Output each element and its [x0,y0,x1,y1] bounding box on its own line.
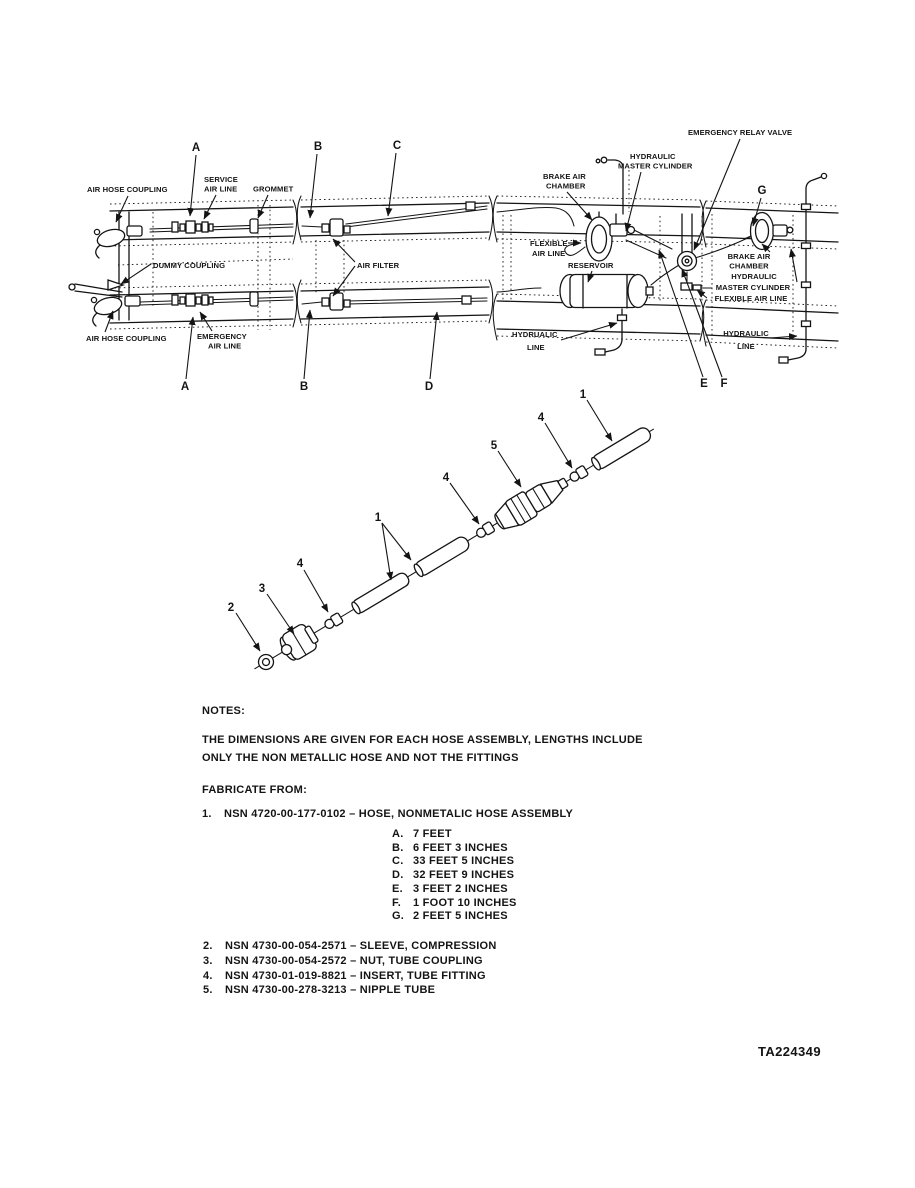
emergency-relay-valve-shape [678,214,713,290]
part-3-nut [275,621,322,665]
item-text: NSN 4730-01-019-8821 – INSERT, TUBE FITTING [225,969,486,982]
length-value: 3 FEET 2 INCHES [413,882,508,895]
callout-4-mid: 4 [442,472,450,484]
length-value: 2 FEET 5 INCHES [413,910,508,923]
callout-g: G [757,185,767,197]
label-emergency-line2: AIR LINE [208,341,242,351]
nsn-item [203,969,497,984]
label-flexible-left-line1: FLEXIBLE [530,239,568,248]
length-letter: B. [392,841,404,854]
hydraulic-master-cylinder-right-shape [773,225,793,236]
part-1-hose-c [590,425,653,471]
notes-body-line2: ONLY THE NON METALLIC HOSE AND NOT THE FITTINGS [202,752,519,764]
hose-length-list [392,828,517,924]
label-air-hose-coupling-bottom: AIR HOSE COUPLING [86,334,167,343]
hose-reservoir-to-rail [497,288,541,292]
callout-4-low: 4 [296,558,304,570]
part-5-nipple-tube [490,470,573,535]
length-value: 6 FEET 3 INCHES [413,841,508,854]
label-brake-air-right-line2: CHAMBER [729,261,769,271]
notes-body-line1: THE DIMENSIONS ARE GIVEN FOR EACH HOSE ASSEMBLY, LENGTHS INCLUDE [202,734,643,746]
item-number: 1. [202,808,212,820]
part-1-hose-b [412,535,471,579]
label-emergency-line1: EMERGENCY [197,332,247,341]
nsn-item-list [203,939,497,998]
length-letter: F. [392,896,402,909]
brake-air-chamber-left-shape [586,212,612,261]
item-number: 3. [203,954,213,967]
label-dummy-coupling: DUMMY COUPLING [153,261,226,270]
length-row [392,910,517,924]
label-flexible-right: FLEXIBLE AIR LINE [714,294,788,303]
air-filter-bottom-shape [322,293,350,310]
callout-2: 2 [227,602,235,614]
hydraulic-master-cylinder-left-shape [610,214,635,236]
nsn-item [203,939,497,954]
item-text: NSN 4730-00-278-3213 – NIPPLE TUBE [225,984,436,997]
figure-code: TA224349 [758,1044,821,1059]
label-brake-air-right-line1: BRAKE AIR [727,252,771,261]
callout-a-bottom: A [180,381,190,393]
item-text: NSN 4730-00-054-2572 – NUT, TUBE COUPLING [225,954,483,967]
length-value: 32 FEET 9 INCHES [413,869,515,882]
grommet-shape [250,219,258,233]
air-filter-top-shape [322,219,350,236]
service-air-line-hose [150,219,293,233]
length-value: 1 FOOT 10 INCHES [413,896,517,909]
exploded-leaders [236,400,612,651]
length-letter: C. [392,855,404,868]
item-number: 2. [203,940,213,952]
callout-b-bottom: B [299,381,309,393]
notes-heading: NOTES: [202,705,246,717]
part-4-insert-b [474,521,495,539]
length-row [392,842,517,856]
item-text: NSN 4730-00-054-2571 – SLEEVE, COMPRESSION [225,940,497,952]
label-service-line1: SERVICE [204,175,238,184]
exploded-parts [247,417,661,681]
callout-3: 3 [258,583,266,595]
length-row [392,855,517,869]
label-hyd-master-line2: MASTER CYLINDER [618,161,693,171]
flexible-air-line-loop [565,244,585,255]
hydraulic-line-right-shape [779,173,827,363]
label-service-line2: AIR LINE [204,184,238,194]
callout-e: E [700,378,708,390]
label-air-hose-coupling-top: AIR HOSE COUPLING [87,185,168,194]
label-hydrualic-left-line1: HYDRUALIC [512,330,558,339]
label-hyd-master-line1: HYDRAULIC [630,152,676,161]
length-letter: E. [392,882,403,895]
label-air-filter: AIR FILTER [357,261,400,270]
item-number: 5. [203,984,213,997]
length-letter: G. [392,910,405,923]
fabricate-item-1 [202,808,573,820]
item-number: 4. [203,969,213,982]
label-hyd-master-right-line2: MASTER CYLINDER [715,283,791,292]
label-brake-air-chamber-line2: CHAMBER [546,181,586,191]
hose-d [347,296,487,304]
part-2-sleeve [256,652,277,673]
chassis-diagram [69,128,838,393]
nsn-item [203,983,497,998]
label-emergency-relay-valve: EMERGENCY RELAY VALVE [688,128,793,137]
label-grommet: GROMMET [253,184,294,194]
length-row [392,828,517,842]
part-4-insert-c [568,465,589,483]
part-4-insert-a [323,612,344,630]
reservoir-shape [560,275,653,309]
callout-d: D [424,381,434,393]
callout-4-top: 4 [537,412,545,424]
callout-5: 5 [490,440,498,452]
exploded-view [228,389,661,681]
length-row [392,897,517,911]
label-hydraulic-right-line2: LINE [737,342,755,351]
air-hose-coupling-bottom-shape [91,294,140,326]
label-hydraulic-right-line1: HYDRAULIC [723,329,769,338]
callout-f: F [720,378,728,390]
callout-1-top: 1 [579,389,587,401]
dummy-coupling-shape [108,280,123,290]
length-row [392,869,517,883]
part-1-hose-a [350,571,411,615]
length-value: 33 FEET 5 INCHES [413,855,515,868]
hose-to-chamber [497,207,574,226]
callout-a-top: A [191,142,201,154]
item-text: NSN 4720-00-177-0102 – HOSE, NONMETALIC HOSE ASSEMBLY [224,808,574,820]
fabricate-heading: FABRICATE FROM: [202,784,307,796]
label-brake-air-chamber-line1: BRAKE AIR [543,172,586,181]
callout-1-mid: 1 [374,512,382,524]
label-hyd-master-right-line1: HYDRAULIC [731,272,777,281]
air-hose-coupling-top-shape [94,226,142,258]
label-flexible-left-line2: AIR LINE [532,249,566,258]
length-value: 7 FEET [413,828,452,840]
nsn-item [203,954,497,969]
length-letter: D. [392,869,404,882]
callout-b-top: B [313,141,323,153]
label-hydrualic-left-line2: LINE [527,343,545,352]
length-row [392,883,517,897]
length-letter: A. [392,828,404,840]
label-reservoir: RESERVOIR [568,261,614,270]
brake-air-chamber-right-shape [751,213,774,250]
callout-c: C [392,140,402,152]
